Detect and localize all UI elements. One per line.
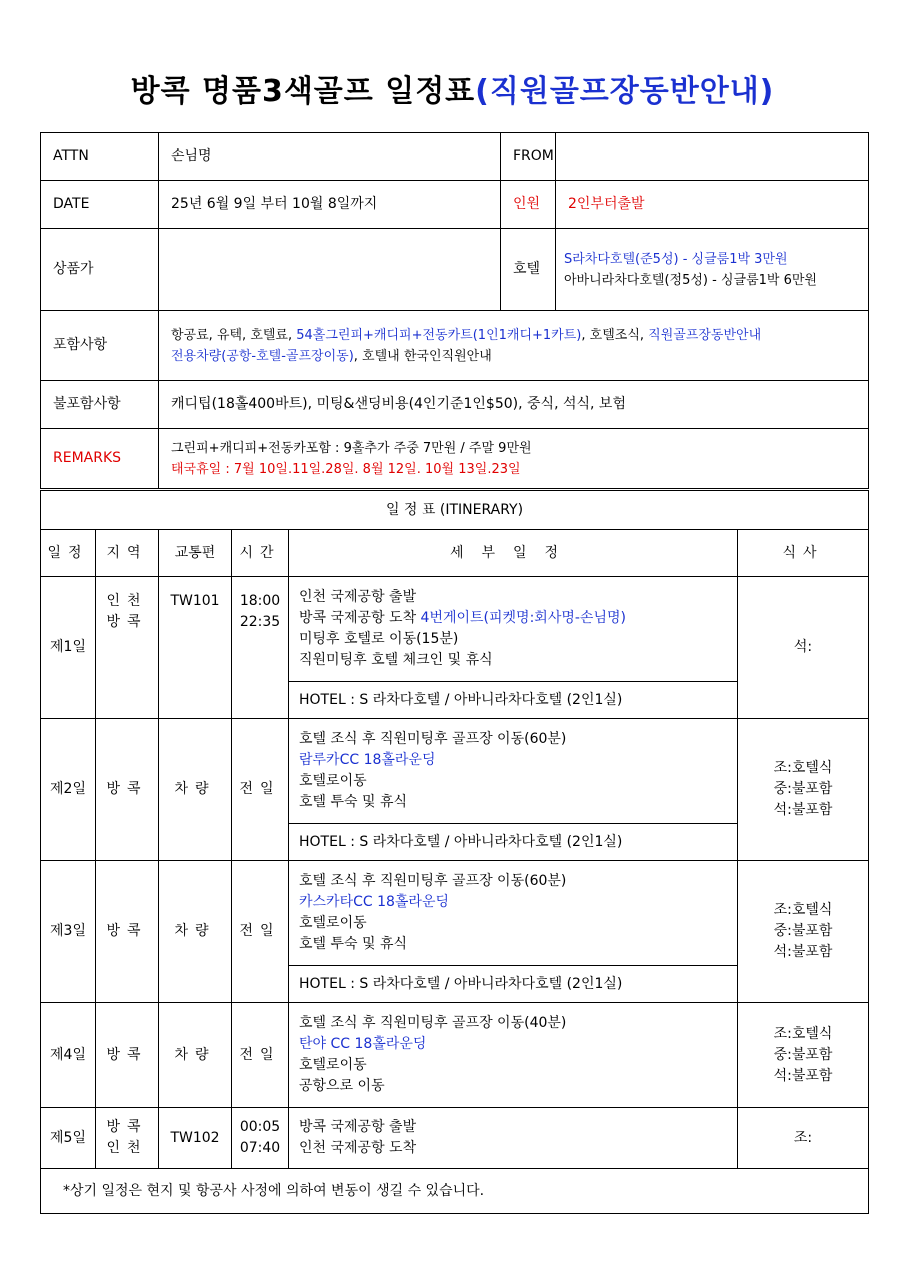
hotel-line-2: 아바니라차다호텔(정5성) - 싱글룸1박 6만원 [564,272,817,288]
day3-label: 제3일 [41,861,96,1003]
day5-meal: 조: [738,1108,869,1169]
day3-meal: 조:호텔식 중:불포함 석:불포함 [738,861,869,1003]
exclude-value: 캐디팁(18홀400바트), 미팅&샌딩비용(4인기준1인$50), 중식, 석식, 보험 [159,381,869,429]
day3-line-1: 호텔 조식 후 직원미팅후 골프장 이동(60분) [299,873,567,889]
day4-line-1: 호텔 조식 후 직원미팅후 골프장 이동(40분) [299,1015,567,1031]
day5-region: 방콕 인천 [96,1108,159,1169]
day5-line-1: 방콕 국제공항 출발 [299,1119,417,1135]
exclude-label: 불포함사항 [41,381,159,429]
itinerary-table [40,490,869,1214]
header-meal: 식사 [738,530,869,577]
day4-detail [289,1003,738,1108]
day4-time: 전일 [232,1003,289,1108]
remarks-value [159,429,869,489]
day3-line-3: 호텔로이동 [299,915,367,931]
day1-label: 제1일 [41,577,96,719]
day1-time [232,577,289,719]
from-label: FROM [501,133,556,181]
day2-transport: 차량 [159,719,232,861]
header-day: 일정 [41,530,96,577]
day5-detail [289,1108,738,1169]
include-part-b: 54홀그린피+캐디피+전동카트(1인1캐디+1카트) [296,327,582,343]
hotel-label: 호텔 [501,229,556,311]
include-value [159,311,869,381]
day1-time-2: 22:35 [239,614,281,630]
day4-meal: 조:호텔식 중:불포함 석:불포함 [738,1003,869,1108]
header-detail: 세부일정 [289,530,738,577]
header-transport: 교통편 [159,530,232,577]
pax-label: 인원 [501,181,556,229]
remarks-line-1: 그린피+캐디피+전동카포함 : 9홀추가 주중 7만원 / 주말 9만원 [171,440,532,456]
date-value: 25년 6월 9일 부터 10월 8일까지 [159,181,501,229]
day1-time-1: 18:00 [239,593,281,609]
attn-label: ATTN [41,133,159,181]
day4-transport: 차량 [159,1003,232,1108]
include-label: 포함사항 [41,311,159,381]
hotel-value [556,229,869,311]
header-time: 시간 [232,530,289,577]
day3-time: 전일 [232,861,289,1003]
day5-transport: TW102 [159,1108,232,1169]
day5-line-2: 인천 국제공항 도착 [299,1140,417,1156]
day1-region [96,577,159,719]
from-value [556,133,869,181]
include-part-d: 직원골프장동반안내 [648,327,762,343]
itinerary-row-day4 [41,1003,869,1108]
day2-detail [289,719,738,824]
title-sub: (직원골프장동반안내) [475,74,775,109]
include-part-f: , 호텔내 한국인직원안내 [353,348,492,364]
day3-detail [289,861,738,966]
date-label: DATE [41,181,159,229]
day2-line-1: 호텔 조식 후 직원미팅후 골프장 이동(60분) [299,731,567,747]
day2-hotel: HOTEL : S 라차다호텔 / 아바니라차다호텔 (2인1실) [289,824,738,861]
day4-line-4: 공항으로 이동 [299,1078,385,1094]
include-part-e: 전용차량(공항-호텔-골프장이동) [171,348,354,364]
day3-transport: 차량 [159,861,232,1003]
day2-time: 전일 [232,719,289,861]
day5-time: 00:05 07:40 [232,1108,289,1169]
day1-hotel: HOTEL : S 라차다호텔 / 아바니라차다호텔 (2인1실) [289,682,738,719]
day4-line-3: 호텔로이동 [299,1057,367,1073]
day1-meal: 석: [738,577,869,719]
price-value [159,229,501,311]
page-title [0,66,905,110]
include-part-a: 항공료, 유텍, 호텔료, [171,327,297,343]
day1-line-2: 방콕 국제공항 도착 4번게이트(피켓명:회사명-손님명) [299,610,626,626]
remarks-line-2: 태국휴일 : 7월 10일.11일.28일. 8월 12일. 10월 13일.23일 [171,461,521,477]
day2-line-4: 호텔 투숙 및 휴식 [299,794,408,810]
day1-line-3: 미팅후 호텔로 이동(15분) [299,631,459,647]
day3-line-2: 카스카타CC 18홀라운딩 [299,894,450,910]
day3-line-4: 호텔 투숙 및 휴식 [299,936,408,952]
pax-value: 2인부터출발 [556,181,869,229]
day4-line-2: 탄야 CC 18홀라운딩 [299,1036,427,1052]
footer-note: *상기 일정은 현지 및 항공사 사정에 의하여 변동이 생길 수 있습니다. [41,1169,869,1214]
info-table [40,132,869,489]
remarks-label: REMARKS [41,429,159,489]
day1-transport: TW101 [159,577,232,719]
day2-label: 제2일 [41,719,96,861]
day2-line-3: 호텔로이동 [299,773,367,789]
itinerary-row-day1 [41,577,869,682]
itinerary-row-day2 [41,719,869,824]
day1-detail [289,577,738,682]
day4-region: 방콕 [96,1003,159,1108]
day5-label: 제5일 [41,1108,96,1169]
hotel-line-1: S라차다호텔(준5성) - 싱글룸1박 3만원 [564,251,788,267]
day3-hotel: HOTEL : S 라차다호텔 / 아바니라차다호텔 (2인1실) [289,966,738,1003]
itinerary-row-day5 [41,1108,869,1169]
itinerary-row-day3 [41,861,869,966]
title-main: 방콕 명품3색골프 일정표 [130,74,476,109]
include-part-c: , 호텔조식, [581,327,649,343]
day1-line-4: 직원미팅후 호텔 체크인 및 휴식 [299,652,493,668]
price-label: 상품가 [41,229,159,311]
header-region: 지역 [96,530,159,577]
itinerary-heading: 일 정 표 (ITINERARY) [41,491,869,530]
day1-region-2: 방콕 [106,614,148,630]
day1-region-1: 인천 [106,593,148,609]
day1-line-1: 인천 국제공항 출발 [299,589,417,605]
day2-line-2: 람루카CC 18홀라운딩 [299,752,436,768]
day2-region: 방콕 [96,719,159,861]
day4-label: 제4일 [41,1003,96,1108]
attn-value: 손님명 [159,133,501,181]
day2-meal: 조:호텔식 중:불포함 석:불포함 [738,719,869,861]
day3-region: 방콕 [96,861,159,1003]
